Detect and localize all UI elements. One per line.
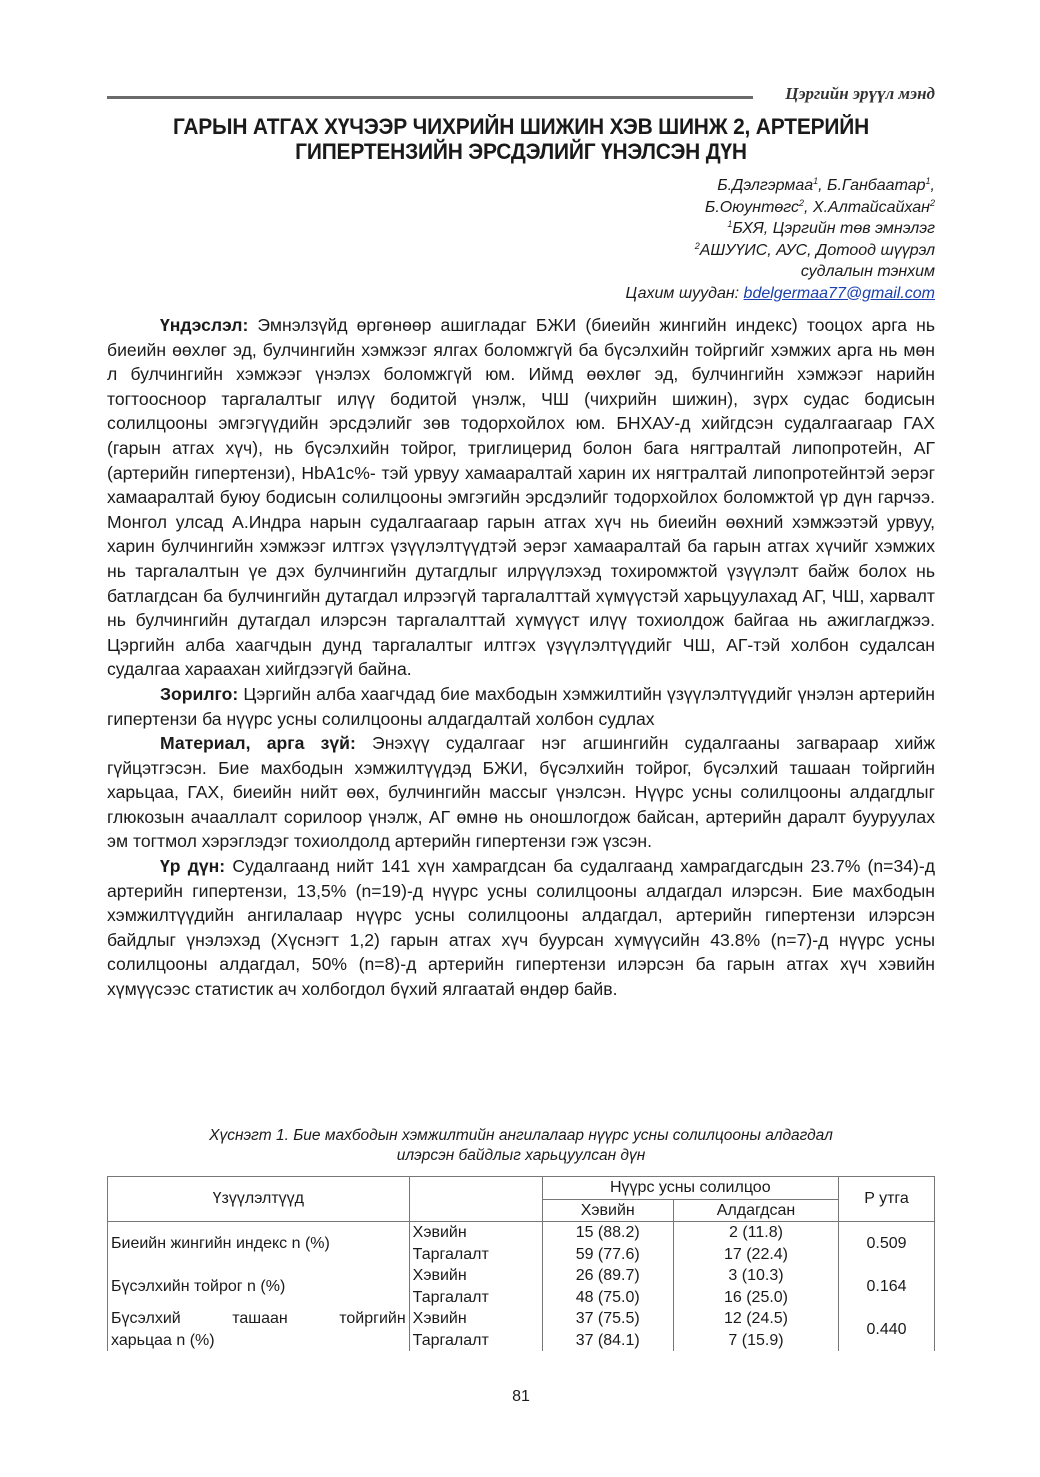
affiliation-marker: 2: [799, 197, 805, 208]
section-background: [107, 313, 935, 682]
indicator-cell: [108, 1308, 410, 1351]
normal-cell: 26 (89.7): [542, 1265, 673, 1287]
email-line: [435, 283, 935, 305]
email-label: Цахим шуудан:: [625, 284, 744, 302]
affiliation-marker: 2: [929, 197, 935, 208]
section-text: Энэхүү судалгааг нэг агшингийн судалгааны загвараар хийж гүйцэтгэсэн. Бие махбодын хэмжилтүүдэд БЖИ, бүсэлхийн тойрог, бүсэлхий ташаан тойргийн харьцаа, ГАХ, биеийн нийт өөх, булчингийн массыг үнэлсэн. Нүүрс усны солилцооны алдагдлыг глюкозын ачааллалт сорилоор үнэлж, АГ өмнө нь оношлогдож байсан, артерийн даралт бууруулах эм тогтмол хэрэглэдэг тохиолдолд артерийн гипертензи гэж үзсэн.: [107, 733, 935, 852]
header-category: [409, 1177, 542, 1222]
email-link[interactable]: bdelgermaa77@gmail.com: [743, 284, 935, 302]
category-cell: Хэвийн: [409, 1308, 542, 1330]
header-rule: [107, 96, 753, 99]
impaired-cell: 2 (11.8): [673, 1222, 838, 1244]
normal-cell: 37 (84.1): [542, 1330, 673, 1352]
paper-title: [136, 114, 906, 164]
title-line-2: ГИПЕРТЕНЗИЙН ЭРСДЭЛИЙГ ҮНЭЛСЭН ДҮН: [295, 139, 747, 164]
category-cell: Таргалалт: [409, 1330, 542, 1352]
indicator-cell: Бүсэлхийн тойрог n (%): [108, 1265, 410, 1308]
section-text: Эмнэлзүйд өргөнөөр ашигладаг БЖИ (биеийн жингийн индекс) тооцох арга нь биеийн өөхлөг эд, булчингийн хэмжээг ялгах боломжгүй ба бүсэлхийн тойргийг хэмжих арга нь мөн л булчингийн хэмжээг үнэлэх боломжгүй юм. Иймд өөхлөг эд, булчингийн хэмжээг нарийн тогтоосноор таргалалтыг илүү бодитой үнэлж, ЧШ (чихрийн шижин), зүрх судас бодисын солилцооны эмгэгүүдийн эрсдэлийг зөв тодорхойлох юм. БНХАУ-д хийгдсэн судалгаагаар ГАХ (гарын атгах хүч), нь бүсэлхийн тойрог, триглицерид болон бага нягтралтай липопротейн, АГ (артерийн гипертензи), HbA1c%- тэй урвуу хамааралтай харин их нягтралтай липопротейнтэй эерэг хамааралтай буюу бодисын солилцооны эмгэгийн эрсдэлийг тодорхойлох боломжтой үр дүн гарчээ. Монгол улсад А.Индра нарын судалгаагаар гарын атгах хүч нь биеийн өөхний хэмжээтэй урвуу, харин булчингийн хэмжээг илтгэх үзүүлэлтүүдтэй эерэг хамааралтай ба гарын атгах хүчийг хэмжих нь таргалалтын үе дэх булчингийн дутагдлыг илрүүлэхэд тохиромжтой үзүүлэлт байж болох нь батлагдсан ба булчингийн дутагдал илрээгүй таргалалттай хүмүүстэй харьцуулахад АГ, ЧШ, харвалт нь булчингийн дутагдал илэрсэн таргалалттай хүмүүст илүү тохиолдож байгаа нь ажиглагджээ. Цэргийн алба хаагчдын дунд таргалалтыг илтгэх үзүүлэлтүүдийг ЧШ, АГ-тэй холбон судалсан судалгаа хараахан хийгдээгүй байна.: [107, 315, 935, 680]
section-objective: [107, 682, 935, 731]
author-name: Б.Дэлгэрмаа: [717, 177, 814, 194]
author-name: Б.Ганбаатар: [827, 177, 926, 194]
section-heading: Материал, арга зүй:: [160, 733, 356, 754]
author-name: Б.Оюунтөгс: [704, 198, 799, 216]
indicator-line-2: харьцаа n (%): [111, 1331, 215, 1349]
authors-line-2: Б.Оюунтөгс$^2$, Х.Алтайсайхан$^2$: [704, 197, 935, 216]
table-row: [108, 1265, 935, 1287]
table-row: [108, 1308, 935, 1330]
authors-line-1: Б.Дэлгэрмаа$^1$, Б.Ганбаатар$^1$,: [717, 176, 935, 194]
title-line-1: ГАРЫН АТГАХ ХҮЧЭЭР ЧИХРИЙН ШИЖИН ХЭВ ШИНЖ 2, АРТЕРИЙН: [173, 114, 869, 139]
normal-cell: 48 (75.0): [542, 1287, 673, 1309]
section-heading: Үр дүн:: [160, 856, 226, 877]
table-row: [108, 1222, 935, 1244]
author-block: [435, 175, 935, 304]
impaired-cell: 12 (24.5): [673, 1308, 838, 1330]
header-carb-metabolism: Нүүрс усны солилцоо: [542, 1177, 839, 1200]
author-name: Х.Алтайсайхан: [812, 198, 930, 216]
normal-cell: 37 (75.5): [542, 1308, 673, 1330]
header-indicators: Үзүүлэлтүүд: [108, 1177, 410, 1222]
p-value-cell: 0.440: [839, 1308, 935, 1351]
category-cell: Таргалалт: [409, 1244, 542, 1266]
affiliation-1: $^1$БХЯ, Цэргийн төв эмнэлэг: [727, 219, 935, 237]
section-heading: Үндэслэл:: [160, 315, 249, 335]
normal-cell: 59 (77.6): [542, 1244, 673, 1266]
affiliation-2: $^2$АШУҮИС, АУС, Дотоод шүүрэл: [694, 240, 935, 259]
affiliation-2-cont: судлалын тэнхим: [800, 263, 935, 280]
section-results: [107, 854, 935, 1002]
results-table: [107, 1176, 935, 1351]
affiliation-marker: 1: [813, 176, 819, 186]
table-caption: Хүснэгт 1. Бие махбодын хэмжилтийн ангилалаар нүүрс усны солилцооны алдагдал илэрсэн байдлыг харьцуулсан дүн: [209, 1127, 833, 1164]
impaired-cell: 16 (25.0): [673, 1287, 838, 1309]
section-methods: [107, 731, 935, 854]
affiliation-marker: 1: [925, 176, 931, 186]
p-value-cell: 0.509: [839, 1222, 935, 1266]
page-number: 81: [512, 1388, 530, 1405]
header-p-value: P утга: [839, 1177, 935, 1222]
abstract-body: [107, 313, 935, 1002]
category-cell: Таргалалт: [409, 1287, 542, 1309]
impaired-cell: 3 (10.3): [673, 1265, 838, 1287]
category-cell: Хэвийн: [409, 1222, 542, 1244]
header-normal: Хэвийн: [542, 1199, 673, 1222]
section-heading: Зорилго:: [160, 683, 239, 704]
normal-cell: 15 (88.2): [542, 1222, 673, 1244]
category-cell: Хэвийн: [409, 1265, 542, 1287]
p-value-cell: 0.164: [839, 1265, 935, 1308]
impaired-cell: 7 (15.9): [673, 1330, 838, 1352]
section-text: Судалгаанд нийт 141 хүн хамрагдсан ба судалгаанд хамрагдагсдын 23.7% (n=34)-д артерийн гипертензи, 13,5% (n=19)-д нүүрс усны солилцооны алдагдал илэрсэн. Бие махбодын хэмжилтүүдийн ангилалаар нүүрс усны солилцооны алдагдал, артерийн гипертензи илэрсэн байдлыг үнэлэхэд (Хүснэгт 1,2) гарын атгах хүч буурсан хүмүүсийн 43.8% (n=7)-д нүүрс усны солилцооны алдагдал, 50% (n=8)-д артерийн гипертензи илэрсэн ба гарын атгах хүч хэвийн хүмүүсээс статистик ач холбогдол бүхий ялгаатай өндөр байв.: [107, 856, 936, 1000]
running-header: [107, 84, 935, 108]
header-impaired: Алдагдсан: [673, 1199, 838, 1222]
impaired-cell: 17 (22.4): [673, 1244, 838, 1266]
section-text: Цэргийн алба хаагчдад бие махбодын хэмжилтийн үзүүлэлтүүдийг үнэлэн артерийн гипертензи ба нүүрс усны солилцооны алдагдалтай холбон судлах: [107, 683, 935, 729]
indicator-line-1: Бүсэлхий ташаан тойргийн: [111, 1310, 406, 1327]
indicator-cell: Биеийн жингийн индекс n (%): [108, 1222, 410, 1266]
journal-name: Цэргийн эрүүл мэнд: [785, 84, 935, 103]
